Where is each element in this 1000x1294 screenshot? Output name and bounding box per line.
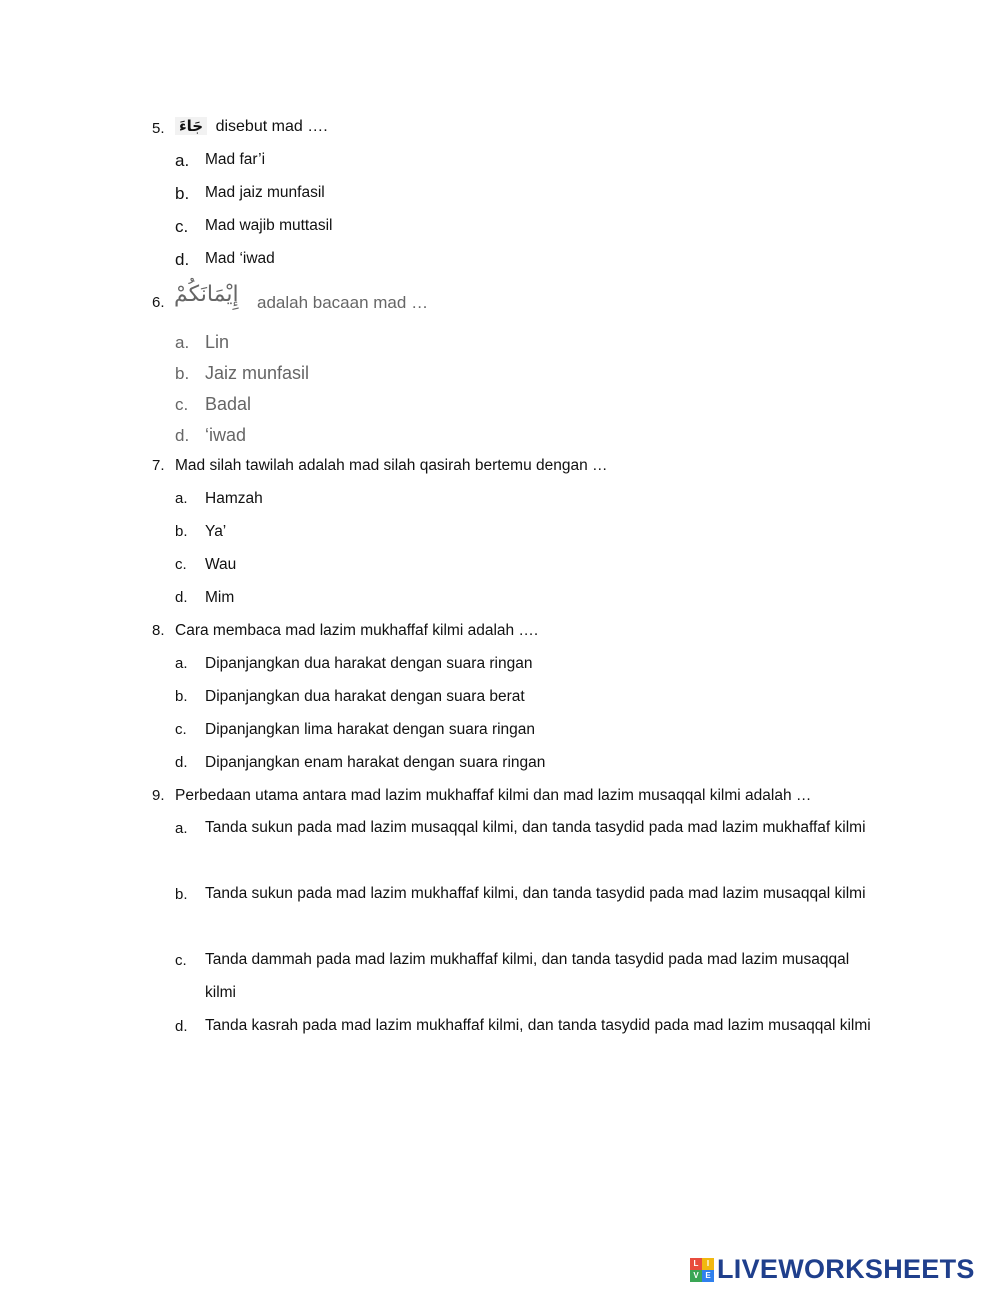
question-number: 9. bbox=[152, 787, 165, 804]
option-text[interactable]: Jaiz munfasil bbox=[205, 363, 310, 383]
option-text[interactable]: Mim bbox=[205, 589, 235, 606]
arabic-word: إِيْمَانَكُمْ bbox=[174, 282, 239, 307]
option-letter: b. bbox=[175, 688, 188, 705]
option-text[interactable]: Tanda kasrah pada mad lazim mukhaffaf kilmi, dan tanda tasydid pada mad lazim musaqqal kilmi bbox=[205, 1017, 871, 1034]
logo-icon-letter-i: I bbox=[702, 1258, 714, 1270]
option-letter: b. bbox=[175, 886, 188, 903]
question-number: 7. bbox=[152, 457, 165, 474]
option-letter: c. bbox=[175, 952, 187, 969]
logo-icon-letter-e: E bbox=[702, 1270, 714, 1282]
question-text: Perbedaan utama antara mad lazim mukhaffaf kilmi dan mad lazim musaqqal kilmi adalah … bbox=[175, 787, 812, 804]
option-letter: a. bbox=[175, 655, 188, 672]
option-text[interactable]: Mad wajib muttasil bbox=[205, 217, 333, 234]
option-letter: d. bbox=[175, 1018, 188, 1035]
option-letter: a. bbox=[175, 333, 190, 352]
option-letter: b. bbox=[175, 523, 188, 540]
option-letter: b. bbox=[175, 184, 190, 203]
option-text[interactable]: Mad jaiz munfasil bbox=[205, 184, 325, 201]
option-letter: a. bbox=[175, 490, 188, 507]
option-letter: a. bbox=[175, 151, 190, 170]
liveworksheets-logo-icon bbox=[690, 1258, 714, 1282]
option-text[interactable]: Dipanjangkan dua harakat dengan suara ringan bbox=[205, 655, 533, 672]
option-text[interactable]: Dipanjangkan lima harakat dengan suara ringan bbox=[205, 721, 536, 738]
option-text[interactable]: ‘iwad bbox=[205, 425, 247, 445]
option-text[interactable]: Ya’ bbox=[205, 523, 227, 540]
option-text[interactable]: Mad far’i bbox=[205, 151, 266, 168]
question-text bbox=[175, 117, 328, 136]
question-text: Mad silah tawilah adalah mad silah qasirah bertemu dengan … bbox=[175, 457, 608, 474]
option-text[interactable]: Dipanjangkan enam harakat dengan suara ringan bbox=[205, 754, 546, 771]
option-letter: d. bbox=[175, 754, 188, 771]
logo-text: LIVEWORKSHEETS bbox=[717, 1254, 975, 1284]
option-letter: c. bbox=[175, 556, 187, 573]
question-text: Cara membaca mad lazim mukhaffaf kilmi adalah …. bbox=[175, 622, 539, 639]
option-text[interactable]: Hamzah bbox=[205, 490, 263, 507]
option-text[interactable]: Tanda sukun pada mad lazim mukhaffaf kilmi, dan tanda tasydid pada mad lazim musaqqal kilmi bbox=[205, 885, 866, 902]
option-text[interactable]: Tanda sukun pada mad lazim musaqqal kilmi, dan tanda tasydid pada mad lazim mukhaffaf kilmi bbox=[205, 819, 866, 836]
option-text[interactable]: Badal bbox=[205, 394, 252, 414]
logo-icon-letter-l: L bbox=[690, 1258, 702, 1270]
option-letter: d. bbox=[175, 250, 190, 269]
question-text-latin: disebut mad …. bbox=[215, 118, 328, 135]
question-text-latin: adalah bacaan mad … bbox=[257, 293, 429, 312]
option-text[interactable]: Wau bbox=[205, 556, 237, 573]
option-text[interactable]: Lin bbox=[205, 332, 230, 352]
question-number: 5. bbox=[152, 120, 165, 137]
option-letter: c. bbox=[175, 217, 189, 236]
option-text[interactable]: Tanda dammah pada mad lazim mukhaffaf kilmi, dan tanda tasydid pada mad lazim musaqqal kilmi bbox=[205, 951, 850, 1001]
option-text[interactable]: Mad ‘iwad bbox=[205, 250, 275, 267]
option-letter: c. bbox=[175, 721, 187, 738]
option-letter: c. bbox=[175, 395, 189, 414]
option-letter: d. bbox=[175, 589, 188, 606]
liveworksheets-logo bbox=[690, 1254, 975, 1285]
question-number: 6. bbox=[152, 294, 165, 311]
logo-icon-letter-v: V bbox=[690, 1270, 702, 1282]
question-number: 8. bbox=[152, 622, 165, 639]
arabic-word: جَاءَ bbox=[175, 117, 207, 135]
option-letter: a. bbox=[175, 820, 188, 837]
option-letter: d. bbox=[175, 426, 190, 445]
option-letter: b. bbox=[175, 364, 190, 383]
option-text[interactable]: Dipanjangkan dua harakat dengan suara berat bbox=[205, 688, 525, 705]
